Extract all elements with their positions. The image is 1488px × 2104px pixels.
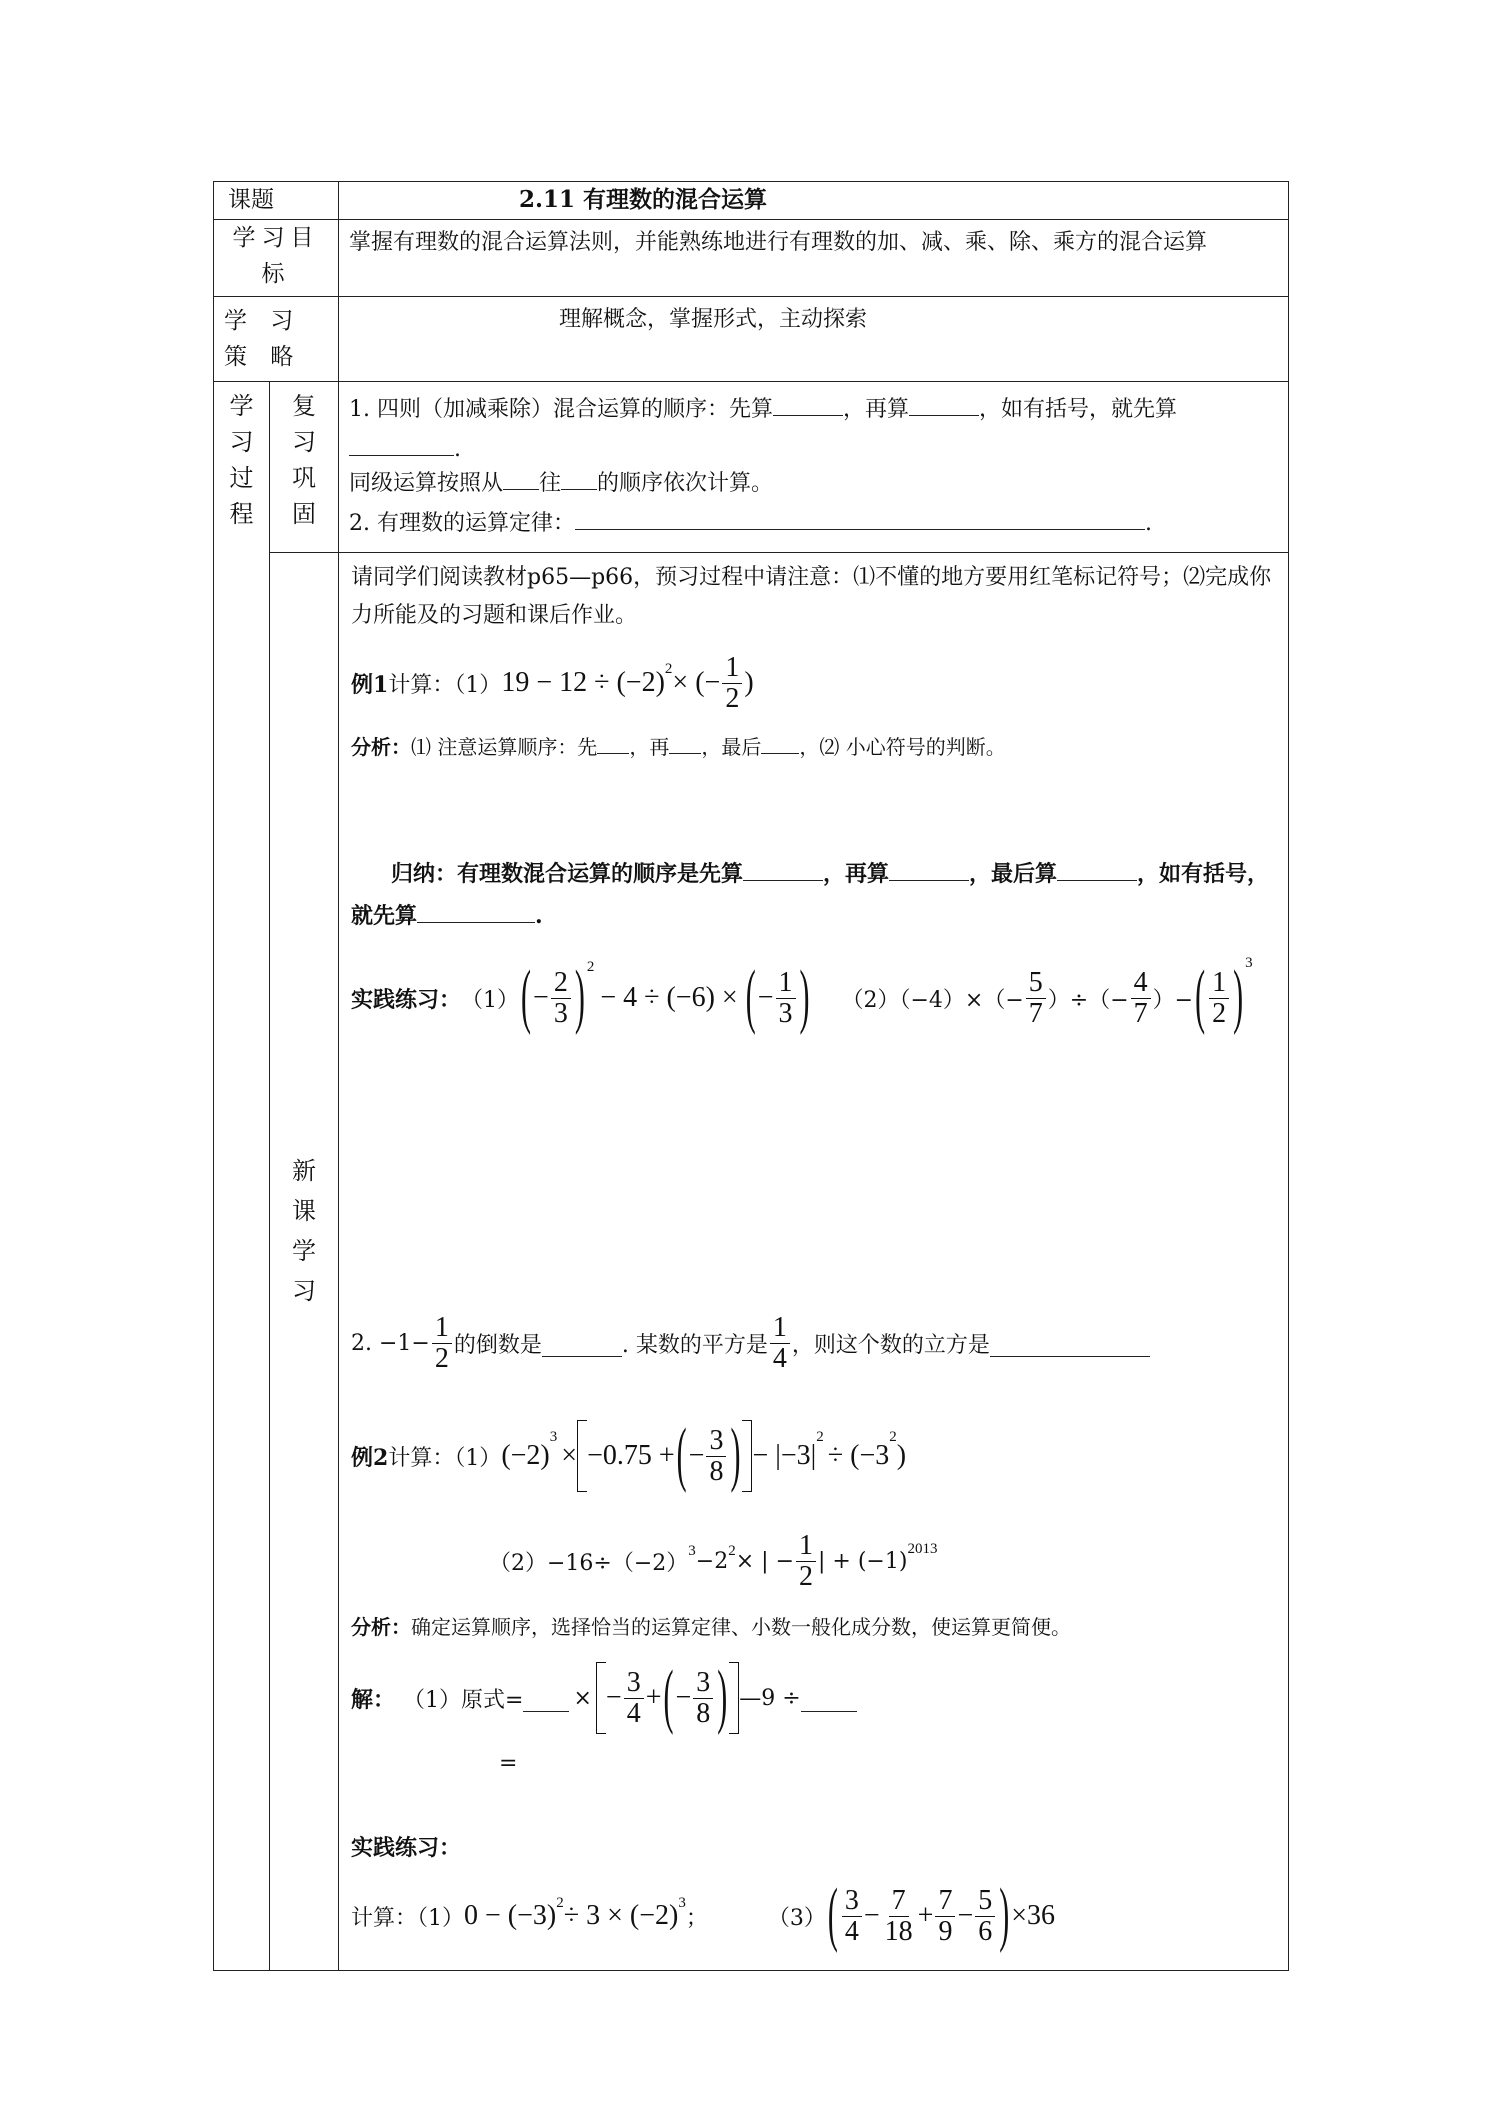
denominator: 2 — [434, 1342, 449, 1374]
blank — [773, 395, 843, 416]
review-text: 往 — [539, 471, 562, 496]
fraction — [722, 653, 742, 714]
goal-text: 掌握有理数的混合运算法则，并能熟练地进行有理数的加、减、乘、除、乘方的混合运算 — [349, 230, 1208, 255]
review-label-char: 固 — [292, 500, 316, 528]
math-expr: —9 ÷ — [739, 1685, 801, 1711]
practice-2 — [351, 1871, 1055, 1961]
new-label-char: 新 — [292, 1157, 316, 1185]
exponent: 2 — [664, 661, 673, 677]
denominator: 8 — [709, 1455, 724, 1487]
blank — [561, 469, 597, 490]
minus-sign: − — [688, 1440, 705, 1471]
math-expr: ×36 — [1011, 1900, 1056, 1931]
analysis-text: 确定运算顺序，选择恰当的运算定律、小数一般化成分数，使运算更简便。 — [411, 1615, 1071, 1639]
strategy-label: 学 习 策 略 — [224, 308, 302, 370]
paren-close: ) — [1233, 957, 1244, 1037]
math-expr: × (− — [672, 667, 721, 698]
numerator: 3 — [706, 1426, 726, 1457]
numerator: 3 — [624, 1668, 644, 1699]
strategy-label-cell — [214, 297, 339, 382]
blank — [503, 469, 539, 490]
analysis-2 — [351, 1611, 1071, 1640]
exponent: 3 — [1245, 955, 1253, 971]
exponent: 3 — [549, 1429, 558, 1445]
numerator: 1 — [432, 1313, 452, 1344]
paren-open: ( — [663, 1657, 674, 1737]
fraction — [1209, 968, 1229, 1029]
math-expr: ； — [685, 1905, 708, 1931]
denominator: 18 — [884, 1915, 913, 1947]
blank — [1057, 860, 1137, 881]
review-line-3 — [349, 504, 1278, 544]
topic-label-cell — [214, 182, 339, 220]
exponent: 2 — [816, 1429, 824, 1445]
plus-sign: + — [917, 1900, 934, 1931]
denominator: 7 — [1028, 997, 1043, 1029]
practice-number: （1） — [461, 987, 520, 1013]
new-label-char: 课 — [292, 1197, 316, 1225]
summary-text: 归纳：有理数混合运算的顺序是先算 — [391, 861, 744, 887]
numerator: 1 — [776, 968, 796, 999]
blank — [523, 1691, 569, 1712]
math-expr: × — [561, 1440, 578, 1471]
goal-row — [214, 220, 1289, 297]
blank — [542, 1336, 622, 1357]
review-text: 的顺序依次计算。 — [597, 471, 774, 496]
denominator: 7 — [1133, 997, 1148, 1029]
numerator: 1 — [770, 1313, 790, 1344]
paren-close: ) — [799, 957, 810, 1037]
review-text: 同级运算按照从 — [349, 471, 504, 496]
blank — [597, 733, 629, 754]
denominator: 9 — [938, 1915, 953, 1947]
math-expr: (−2) — [501, 1440, 550, 1471]
math-expr: 19 − 12 ÷ (−2) — [501, 667, 665, 698]
review-text: ，再算 — [843, 397, 910, 422]
fraction — [776, 968, 796, 1029]
summary-text: ，再算 — [823, 861, 890, 887]
numerator: 3 — [842, 1886, 862, 1917]
strategy-text-cell — [339, 297, 1289, 382]
review-text: . — [1144, 511, 1152, 536]
new-label-cell — [270, 553, 339, 1971]
bracket-open — [577, 1420, 587, 1492]
analysis-label: 分析： — [351, 1615, 411, 1639]
topic-value-cell — [339, 182, 1289, 220]
example-text: 计算：（1） — [388, 1445, 502, 1471]
math-expr: − |−3| — [752, 1440, 817, 1471]
summary-text: ，如有括号， — [1137, 861, 1270, 887]
new-lesson-content-cell — [339, 553, 1289, 1971]
exponent: 2 — [889, 1429, 897, 1445]
numerator: 1 — [796, 1531, 816, 1562]
math-expr: ) — [896, 1440, 907, 1471]
exponent: 3 — [688, 1543, 696, 1559]
new-label-char: 习 — [292, 1277, 316, 1305]
question-text: ，则这个数的立方是 — [791, 1332, 990, 1358]
math-expr: × | − — [735, 1548, 794, 1574]
question-text: 的倒数是 — [453, 1332, 542, 1358]
math-expr: ）− — [1152, 987, 1194, 1013]
example-label: 例1 — [351, 671, 389, 698]
review-label-char: 巩 — [292, 464, 316, 492]
exponent: 2013 — [907, 1541, 938, 1557]
math-expr: × — [573, 1685, 592, 1711]
process-label-char: 程 — [229, 500, 254, 528]
process-label-char: 过 — [229, 464, 254, 492]
math-expr: | + (−1) — [818, 1548, 908, 1574]
minus-sign: − — [533, 982, 549, 1013]
summary-text: 就先算 — [351, 903, 418, 929]
analysis-label: 分析： — [351, 735, 411, 759]
denominator: 2 — [725, 682, 740, 714]
analysis-text: ⑴ 注意运算顺序：先 — [411, 735, 598, 759]
equals-sign: = — [499, 1751, 518, 1776]
fraction — [1026, 968, 1046, 1029]
strategy-row — [214, 297, 1289, 382]
analysis-text: ，再 — [629, 735, 670, 759]
numerator: 7 — [935, 1886, 955, 1917]
fraction — [551, 968, 571, 1029]
goal-text-cell — [339, 220, 1289, 297]
practice-label: 实践练习： — [351, 1835, 462, 1861]
math-expr: −0.75 + — [587, 1440, 675, 1471]
goal-label: 学习目标 — [232, 225, 320, 287]
blank — [417, 902, 535, 923]
review-text: . — [454, 437, 461, 462]
paren-open: ( — [1195, 957, 1206, 1037]
intro-text — [351, 559, 1271, 635]
exponent: 2 — [728, 1543, 736, 1559]
review-label-char: 习 — [292, 428, 316, 456]
denominator: 4 — [626, 1697, 641, 1729]
math-expr: （2）−16÷（−2） — [489, 1550, 689, 1576]
denominator: 3 — [778, 997, 793, 1029]
practice-number: 计算：（1） — [351, 1905, 464, 1931]
practice-number: （3） — [767, 1905, 826, 1931]
solution-text: （1）原式= — [403, 1687, 524, 1713]
denominator: 6 — [978, 1915, 993, 1947]
blank — [575, 509, 1145, 530]
math-expr: −2 — [695, 1548, 729, 1574]
blank — [761, 733, 799, 754]
analysis-text: ，最后 — [701, 735, 762, 759]
paren-close: ) — [999, 1875, 1010, 1955]
intro-line: 请同学们阅读教材p65—p66，预习过程中请注意：⑴不懂的地方要用红笔标记符号；⑵完成你 — [351, 565, 1272, 590]
denominator: 3 — [553, 997, 568, 1029]
minus-sign: − — [757, 982, 774, 1013]
fraction — [770, 1313, 790, 1374]
blank — [801, 1691, 857, 1712]
fraction — [975, 1886, 995, 1947]
intro-line: 力所能及的习题和课后作业。 — [351, 603, 638, 628]
blank — [669, 733, 701, 754]
goal-label-cell — [214, 220, 339, 297]
summary-line — [351, 853, 1269, 895]
example-text: 计算：（1） — [388, 672, 502, 698]
exponent: 2 — [586, 959, 595, 975]
summary-text: ，最后算 — [969, 861, 1058, 887]
practice-label: 实践练习： — [351, 986, 462, 1013]
math-expr: ) — [744, 667, 754, 698]
review-label-cell — [270, 382, 339, 553]
denominator: 2 — [799, 1560, 813, 1592]
solution-label: 解： — [351, 1686, 396, 1713]
practice-1 — [351, 953, 1253, 1043]
minus-sign: − — [605, 1682, 622, 1713]
denominator: 4 — [844, 1915, 859, 1947]
lesson-table — [213, 181, 1289, 1971]
bracket-close — [729, 1662, 739, 1734]
topic-title: 2.11 有理数的混合运算 — [519, 186, 768, 213]
process-label-char: 学 — [229, 392, 254, 420]
fraction — [842, 1886, 862, 1947]
strategy-text: 理解概念，掌握形式，主动探索 — [559, 307, 868, 332]
blank — [909, 395, 979, 416]
question-text: 2. −1− — [351, 1330, 430, 1356]
denominator: 2 — [1212, 997, 1227, 1029]
minus-sign: − — [675, 1682, 692, 1713]
bracket-open — [596, 1662, 606, 1734]
new-label-char: 学 — [292, 1237, 316, 1265]
numerator: 1 — [722, 653, 742, 684]
summary-line — [351, 895, 1269, 937]
example-label: 例2 — [351, 1444, 389, 1471]
paren-close: ) — [730, 1415, 741, 1495]
fraction — [796, 1531, 816, 1592]
blank — [889, 860, 969, 881]
denominator: 8 — [696, 1697, 711, 1729]
minus-sign: − — [957, 1900, 974, 1931]
numerator: 5 — [1026, 968, 1046, 999]
question-2 — [351, 1303, 1150, 1383]
blank — [349, 435, 454, 456]
review-row — [214, 382, 1289, 553]
summary-text: . — [535, 903, 543, 929]
paren-open: ( — [676, 1415, 687, 1495]
practice-number: （2）（−4）×（− — [841, 987, 1024, 1013]
analysis-1 — [351, 731, 1006, 760]
numerator: 1 — [1209, 968, 1229, 999]
paren-open: ( — [521, 957, 532, 1037]
analysis-text: ，⑵ 小心符号的判断。 — [799, 735, 1006, 759]
example-1 — [351, 653, 754, 713]
review-content-cell — [339, 382, 1289, 553]
numerator: 2 — [551, 968, 571, 999]
bracket-close — [742, 1420, 752, 1492]
numerator: 4 — [1131, 968, 1151, 999]
numerator: 3 — [693, 1668, 713, 1699]
paren-close: ) — [574, 957, 585, 1037]
review-line-1 — [349, 390, 1278, 470]
fraction — [882, 1886, 916, 1947]
exponent: 2 — [556, 1895, 564, 1911]
topic-row — [214, 182, 1289, 220]
process-label-char: 习 — [229, 428, 254, 456]
fraction — [1131, 968, 1151, 1029]
blank — [743, 860, 823, 881]
math-expr: ）÷（− — [1047, 987, 1129, 1013]
numerator: 7 — [889, 1886, 909, 1917]
fraction — [624, 1668, 644, 1729]
solution — [351, 1653, 857, 1743]
blank — [990, 1336, 1150, 1357]
topic-label: 课题 — [228, 187, 274, 213]
math-expr: 0 − (−3) — [464, 1900, 557, 1931]
review-text: 1. 四则（加减乘除）混合运算的顺序：先算 — [349, 397, 773, 422]
review-label-char: 复 — [292, 392, 316, 420]
summary — [351, 853, 1269, 937]
example-2-part-2 — [489, 1521, 937, 1601]
paren-open: ( — [827, 1875, 838, 1955]
fraction — [706, 1426, 726, 1487]
example-2 — [351, 1411, 906, 1501]
question-text: . 某数的平方是 — [621, 1332, 768, 1358]
plus-sign: + — [645, 1682, 662, 1713]
review-text: 2. 有理数的运算定律： — [349, 511, 575, 536]
denominator: 4 — [772, 1342, 787, 1374]
process-label-cell — [214, 382, 270, 1971]
exponent: 3 — [678, 1895, 686, 1911]
minus-sign: − — [863, 1900, 880, 1931]
review-line-2 — [349, 464, 1278, 504]
fraction — [935, 1886, 955, 1947]
fraction — [432, 1313, 452, 1374]
paren-open: ( — [745, 957, 756, 1037]
math-expr: ÷ 3 × (−2) — [563, 1900, 679, 1931]
math-expr: − 4 ÷ (−6) × — [600, 982, 738, 1013]
review-text: ，如有括号，就先算 — [979, 397, 1178, 422]
new-lesson-row — [214, 553, 1289, 1971]
math-expr: ÷ (−3 — [827, 1440, 890, 1471]
fraction — [693, 1668, 713, 1729]
paren-close: ) — [717, 1657, 728, 1737]
numerator: 5 — [975, 1886, 995, 1917]
